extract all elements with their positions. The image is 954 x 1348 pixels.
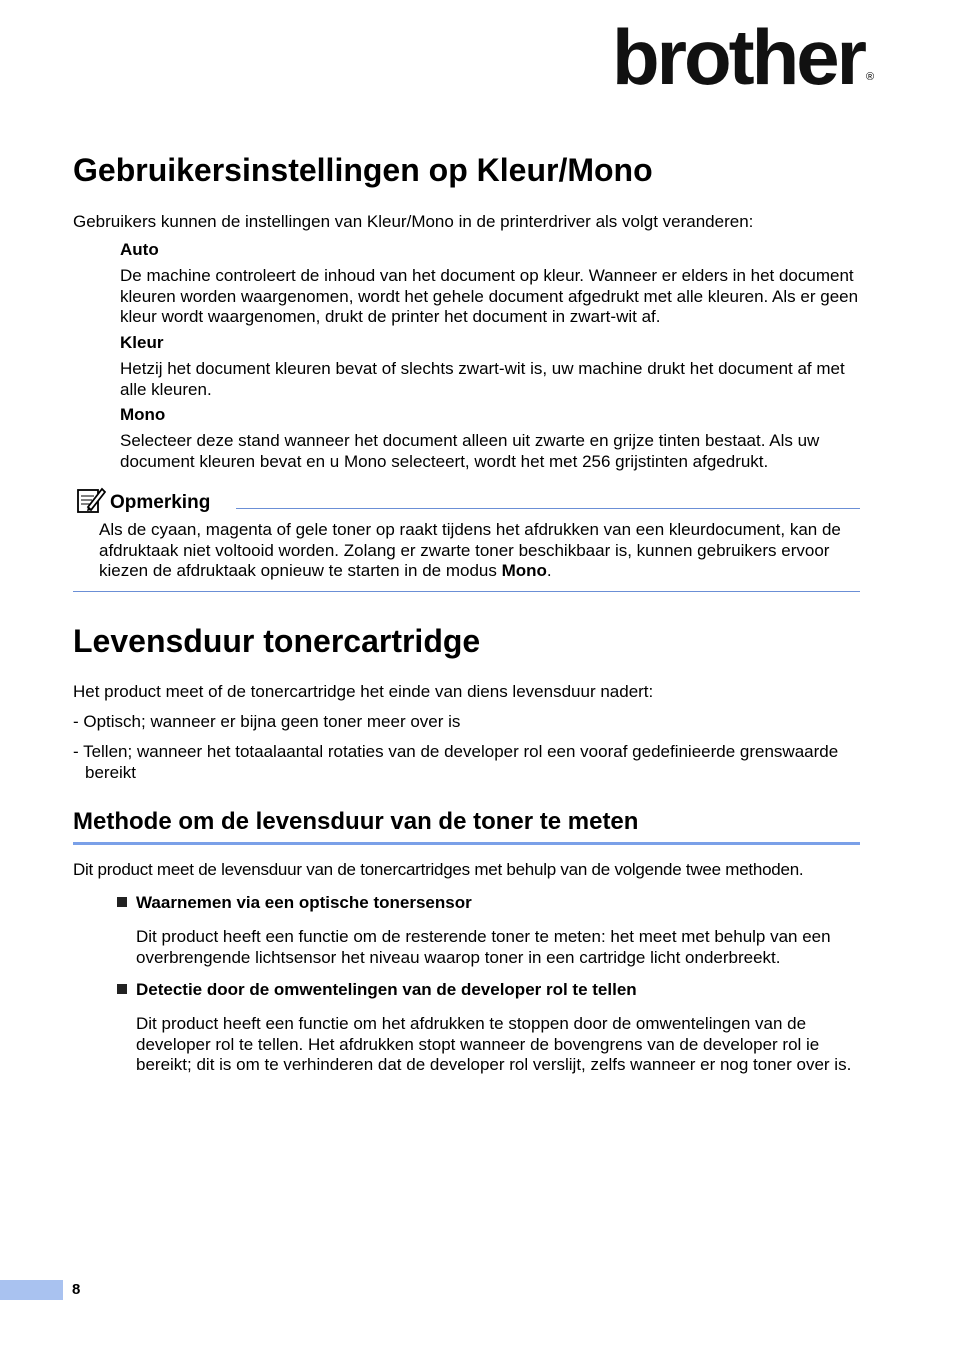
section2-intro: Het product meet of de tonercartridge het einde van diens levensduur nadert: xyxy=(73,682,654,701)
section-title-color-mono: Gebruikersinstellingen op Kleur/Mono xyxy=(73,152,653,188)
bullet-square xyxy=(117,984,127,994)
option-label-kleur: Kleur xyxy=(120,333,164,352)
method-text-count: Dit product heeft een functie om het afdrukken te stoppen door de omwentelingen van de developer rol te tellen. Het afdrukken stopt wanneer de bovengrens van de developer rol ie bereikt; dit is om te verhinderen dat de developer rol verslijt, zelfs wanneer er nog toner over is. xyxy=(136,1014,852,1074)
note-bottom-rule xyxy=(73,591,860,592)
option-label-mono: Mono xyxy=(120,405,166,424)
section3-intro: Dit product meet de levensduur van de tonercartridges met behulp van de volgende twee methoden. xyxy=(73,860,804,879)
note-mono-emphasis: Mono xyxy=(501,561,547,580)
method-heading-optical: Waarnemen via een optische tonersensor xyxy=(136,893,472,912)
section1-intro: Gebruikers kunnen de instellingen van Kleur/Mono in de printerdriver als volgt veranderen: xyxy=(73,212,754,231)
brand-logo: brother xyxy=(612,13,864,101)
note-pencil-icon xyxy=(76,485,106,515)
registered-mark: ® xyxy=(866,71,875,83)
option-label-auto: Auto xyxy=(120,240,159,259)
subsection-title-method: Methode om de levensduur van de toner te meten xyxy=(73,808,639,835)
method-text-optical: Dit product heeft een functie om de resterende toner te meten: het meet met behulp van een overbrengende lichtsensor het niveau waarop toner in een cartridge licht onderbreekt. xyxy=(136,927,831,967)
note-text: Als de cyaan, magenta of gele toner op raakt tijdens het afdrukken van een kleurdocument, kan de afdruktaak niet voltooid worden. Zolang er zwarte toner beschikbaar is, kunnen gebruikers ervoor kiezen de afdruktaak opnieuw te starten in de modus Mono. xyxy=(99,520,841,580)
section-title-toner-life: Levensduur tonercartridge xyxy=(73,623,481,659)
section2-item-count: - Tellen; wanneer het totaalaantal rotaties van de developer rol een vooraf gedefinieerde grenswaarde bereikt xyxy=(73,742,839,782)
bullet-square xyxy=(117,897,127,907)
page-number-bar xyxy=(0,1280,63,1300)
method-heading-count: Detectie door de omwentelingen van de developer rol te tellen xyxy=(136,980,637,999)
section2-item-optical: - Optisch; wanneer er bijna geen toner meer over is xyxy=(73,712,461,731)
note-title: Opmerking xyxy=(110,492,211,513)
option-text-kleur: Hetzij het document kleuren bevat of slechts zwart-wit is, uw machine drukt het document af met alle kleuren. xyxy=(120,359,845,399)
note-top-rule xyxy=(236,508,860,509)
option-text-mono: Selecteer deze stand wanneer het document alleen uit zwarte en grijze tinten bestaat. Als uw document kleuren bevat en u Mono selecteert, wordt het met 256 grijstinten afgedrukt. xyxy=(120,431,820,471)
page-number: 8 xyxy=(72,1281,81,1298)
subsection-rule xyxy=(73,842,860,845)
option-text-auto: De machine controleert de inhoud van het document op kleur. Wanneer er elders in het document kleuren worden waargenomen, wordt het gehele document afgedrukt met alle kleuren. Als er geen kleur wordt waargenomen, drukt de printer het document in zwart-wit af. xyxy=(120,266,859,326)
